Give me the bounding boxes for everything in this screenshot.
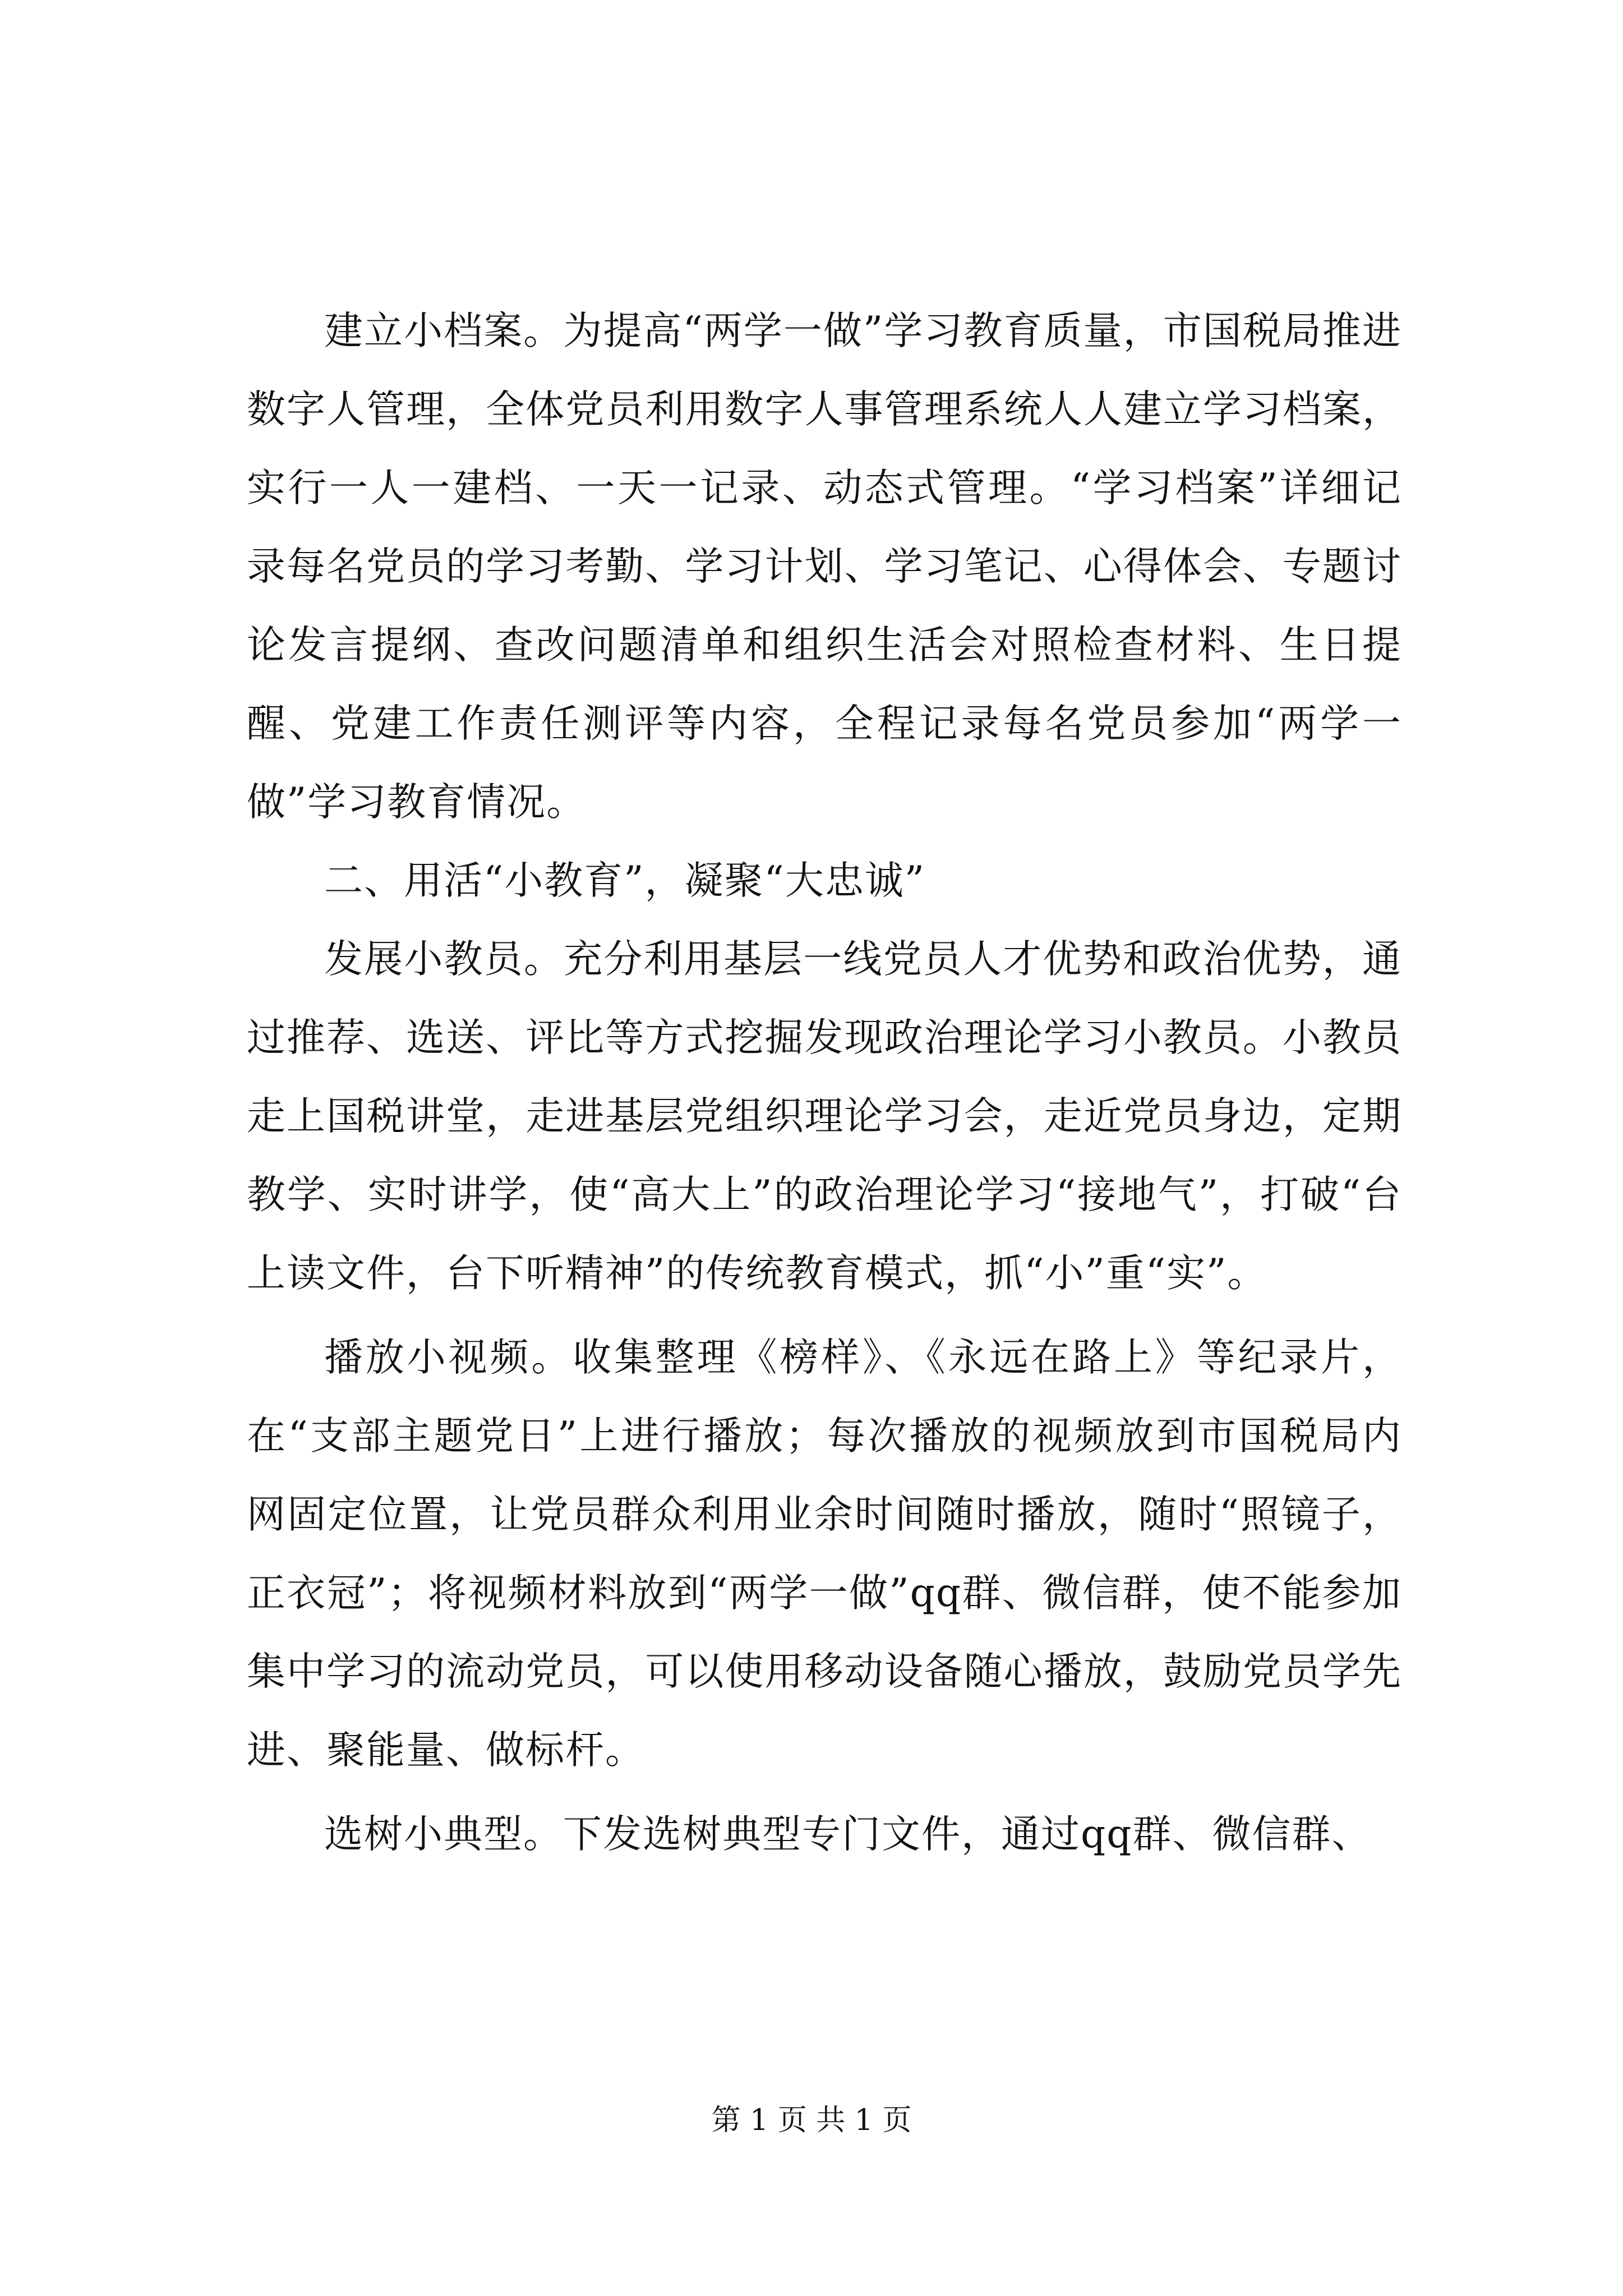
- paragraph-models: 选树小典型。下发选树典型专门文件，通过qq群、微信群、: [324, 1812, 1372, 1857]
- paragraph-videos: 播放小视频。收集整理《榜样》、《永远在路上》等纪录片，在“支部主题党日”上进行播放；每次播放的视频放到市国税局内网固定位置，让党员群众利用业余时间随时播放，随时“照镜子，正衣冠”；将视频材料放到“两学一做”qq群、微信群，使不能参加集中学习的流动党员，可以使用移动设备随心播放，鼓励党员学先进、聚能量、做标杆。: [247, 1335, 1402, 1773]
- section-heading: 二、用活“小教育”，凝聚“大忠诚”: [324, 858, 926, 903]
- paragraph-teachers: 发展小教员。充分利用基层一线党员人才优势和政治优势，通过推荐、选送、评比等方式挖掘发现政治理论学习小教员。小教员走上国税讲堂，走进基层党组织理论学习会，走近党员身边，定期教学、实时讲学，使“高大上”的政治理论学习“接地气”，打破“台上读文件，台下听精神”的传统教育模式，抓“小”重“实”。: [247, 937, 1402, 1296]
- page-footer: 第 1 页 共 1 页: [711, 2104, 912, 2137]
- document-body: [247, 292, 1402, 1874]
- paragraph-archive: 建立小档案。为提高“两学一做”学习教育质量，市国税局推进数字人管理，全体党员利用数字人事管理系统人人建立学习档案，实行一人一建档、一天一记录、动态式管理。“学习档案”详细记录每名党员的学习考勤、学习计划、学习笔记、心得体会、专题讨论发言提纲、查改问题清单和组织生活会对照检查材料、生日提醒、党建工作责任测评等内容，全程记录每名党员参加“两学一做”学习教育情况。: [247, 309, 1402, 825]
